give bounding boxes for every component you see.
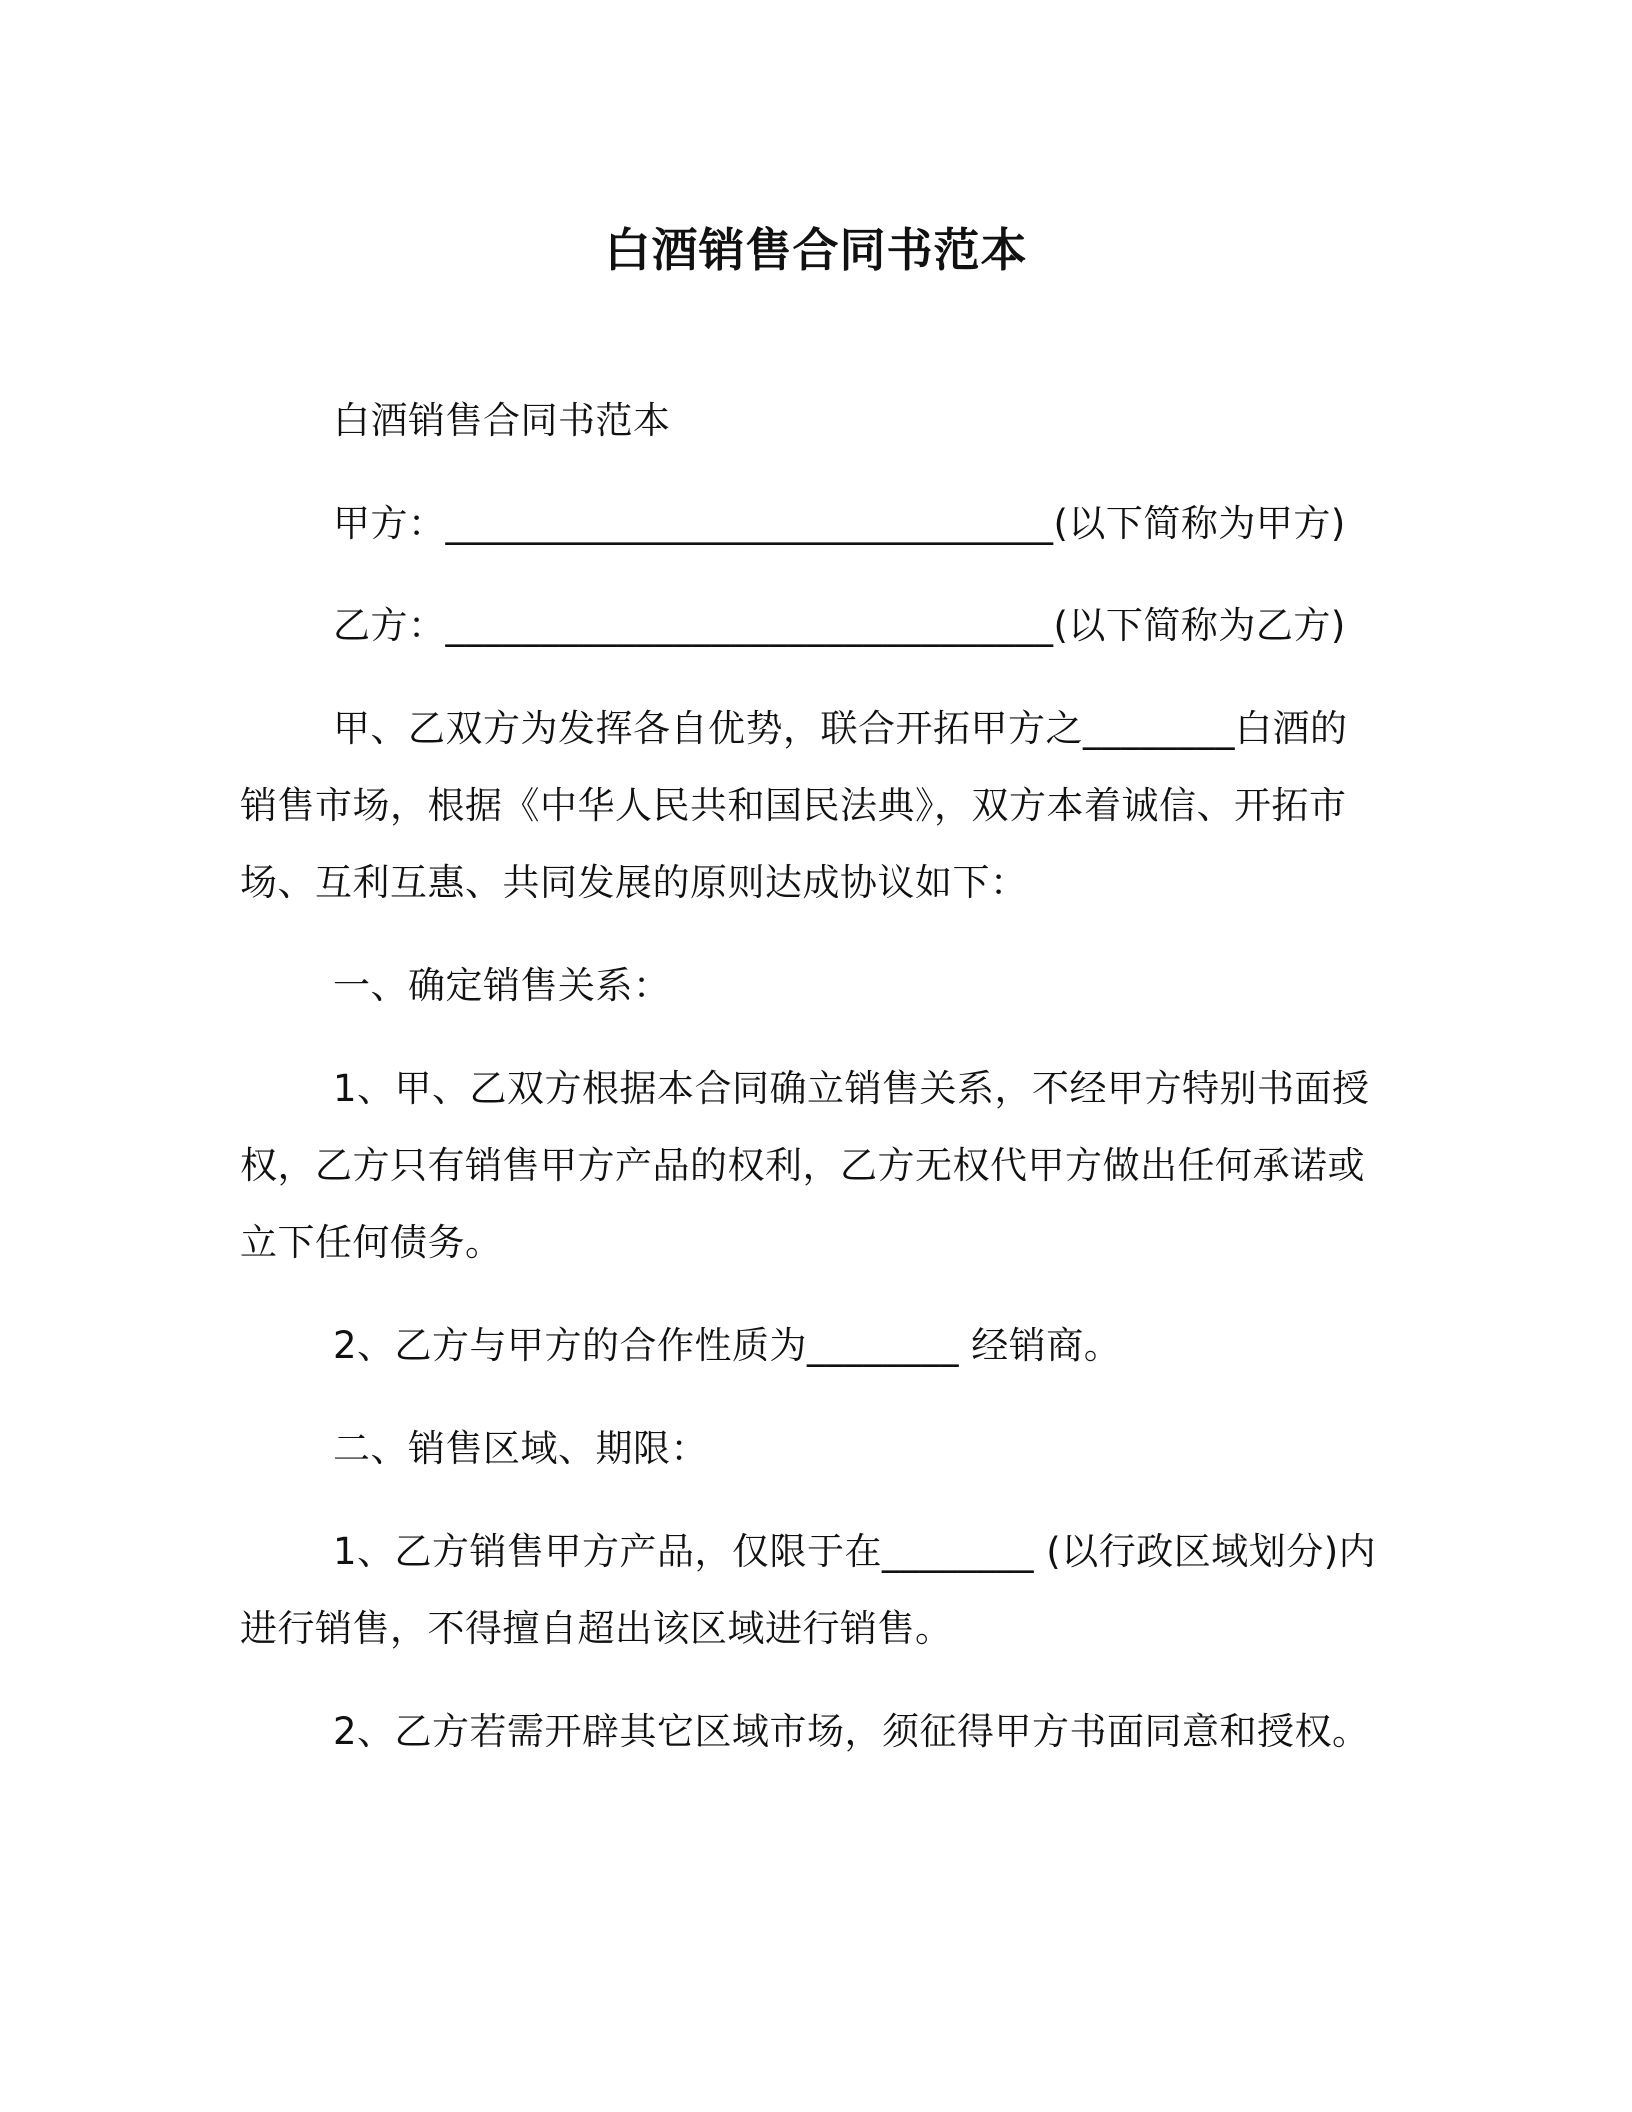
section-1-heading: 一、确定销售关系： xyxy=(333,964,671,1007)
section-1-item-1-line-3: 立下任何债务。 xyxy=(240,1221,503,1264)
document-subtitle: 白酒销售合同书范本 xyxy=(333,399,671,442)
document-title: 白酒销售合同书范本 xyxy=(604,223,1028,277)
section-2-heading: 二、销售区域、期限： xyxy=(333,1427,708,1470)
section-2-item-1-line-1: 1、乙方销售甲方产品，仅限于在________ (以行政区域划分)内 xyxy=(333,1530,1377,1573)
preamble-line-2: 销售市场，根据《中华人民共和国民法典》，双方本着诚信、开拓市 xyxy=(240,784,1347,827)
preamble-line-3: 场、互利互惠、共同发展的原则达成协议如下： xyxy=(240,861,1028,904)
section-2-item-1-line-2: 进行销售，不得擅自超出该区域进行销售。 xyxy=(240,1607,953,1650)
section-1-item-1-line-1: 1、甲、乙双方根据本合同确立销售关系，不经甲方特别书面授 xyxy=(333,1067,1370,1110)
section-2-item-2: 2、乙方若需开辟其它区域市场，须征得甲方书面同意和授权。 xyxy=(333,1710,1370,1753)
section-1-item-2: 2、乙方与甲方的合作性质为________ 经销商。 xyxy=(333,1324,1122,1367)
party-a-line: 甲方：________________________________(以下简称为甲方) xyxy=(333,502,1346,545)
preamble-line-1: 甲、乙双方为发挥各自优势，联合开拓甲方之________白酒的 xyxy=(333,707,1348,750)
section-1-item-1-line-2: 权，乙方只有销售甲方产品的权利，乙方无权代甲方做出任何承诺或 xyxy=(240,1144,1365,1187)
party-b-line: 乙方：________________________________(以下简称为乙方) xyxy=(333,604,1346,647)
